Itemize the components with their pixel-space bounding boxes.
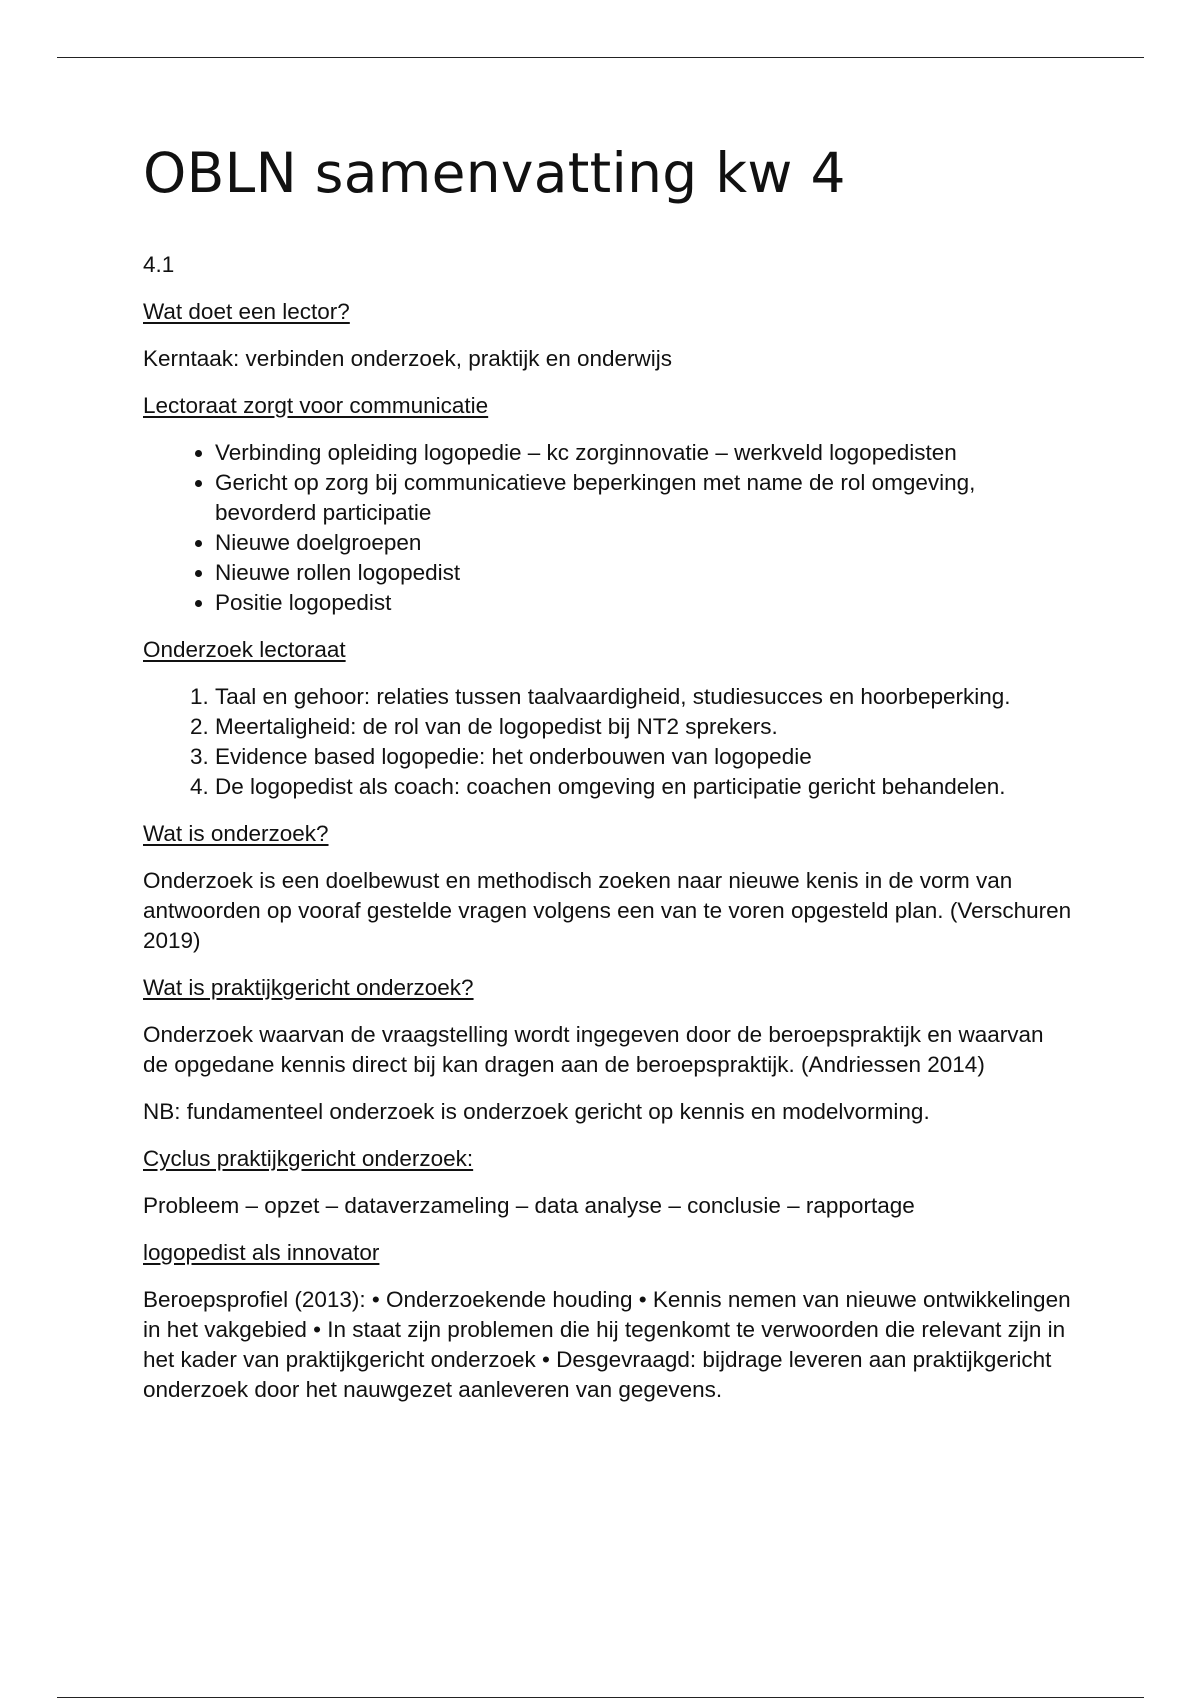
nb-note: NB: fundamenteel onderzoek is onderzoek gericht op kennis en modelvorming.	[143, 1099, 930, 1124]
top-divider	[57, 57, 1144, 58]
praktijk-definition: Onderzoek waarvan de vraagstelling wordt ingegeven door de beroepspraktijk en waarvan de opgedane kennis direct bij kan dragen aan de beroepspraktijk. (Andriessen 2014)	[143, 1022, 1044, 1077]
list-item: • Nieuwe doelgroepen	[215, 528, 1073, 558]
list-item: 2. Meertaligheid: de rol van de logopedist bij NT2 sprekers.	[215, 712, 1073, 742]
heading-onderzoek-lectoraat: Onderzoek lectoraat	[143, 637, 346, 662]
kerntaak-text: Kerntaak: verbinden onderzoek, praktijk en onderwijs	[143, 346, 673, 371]
heading-lector: Wat doet een lector?	[143, 299, 350, 324]
section-number: 4.1	[143, 252, 175, 277]
list-item: • Positie logopedist	[215, 588, 1073, 618]
onderzoek-definition: Onderzoek is een doelbewust en methodisch zoeken naar nieuwe kenis in de vorm van antwoorden op vooraf gestelde vragen volgens een van te voren opgesteld plan. (Verschuren 2019)	[143, 868, 1072, 953]
heading-innovator: logopedist als innovator	[143, 1240, 380, 1265]
lectoraat-list	[143, 438, 1073, 618]
document-body	[143, 138, 1073, 1422]
onderzoek-list	[143, 682, 1073, 802]
list-item: • Verbinding opleiding logopedie – kc zorginnovatie – werkveld logopedisten	[215, 438, 1073, 468]
list-item: • Gericht op zorg bij communicatieve beperkingen met name de rol omgeving, bevorderd participatie	[215, 468, 1073, 528]
list-item: 4. De logopedist als coach: coachen omgeving en participatie gericht behandelen.	[215, 772, 1073, 802]
beroepsprofiel-text: Beroepsprofiel (2013): • Onderzoekende houding • Kennis nemen van nieuwe ontwikkelingen in het vakgebied • In staat zijn problemen die hij tegenkomt te verwoorden die relevant zijn in het kader van praktijkgericht onderzoek • Desgevraagd: bijdrage leveren aan praktijkgericht onderzoek door het nauwgezet aanleveren van gegevens.	[143, 1287, 1071, 1402]
heading-lectoraat: Lectoraat zorgt voor communicatie	[143, 393, 489, 418]
page-title: OBLN samenvatting kw 4	[143, 141, 846, 205]
heading-praktijkgericht: Wat is praktijkgericht onderzoek?	[143, 975, 474, 1000]
bottom-divider	[57, 1697, 1144, 1698]
list-item: 1. Taal en gehoor: relaties tussen taalvaardigheid, studiesucces en hoorbeperking.	[215, 682, 1073, 712]
heading-onderzoek: Wat is onderzoek?	[143, 821, 329, 846]
heading-cyclus: Cyclus praktijkgericht onderzoek:	[143, 1146, 474, 1171]
list-item: 3. Evidence based logopedie: het onderbouwen van logopedie	[215, 742, 1073, 772]
cyclus-text: Probleem – opzet – dataverzameling – data analyse – conclusie – rapportage	[143, 1193, 915, 1218]
list-item: • Nieuwe rollen logopedist	[215, 558, 1073, 588]
